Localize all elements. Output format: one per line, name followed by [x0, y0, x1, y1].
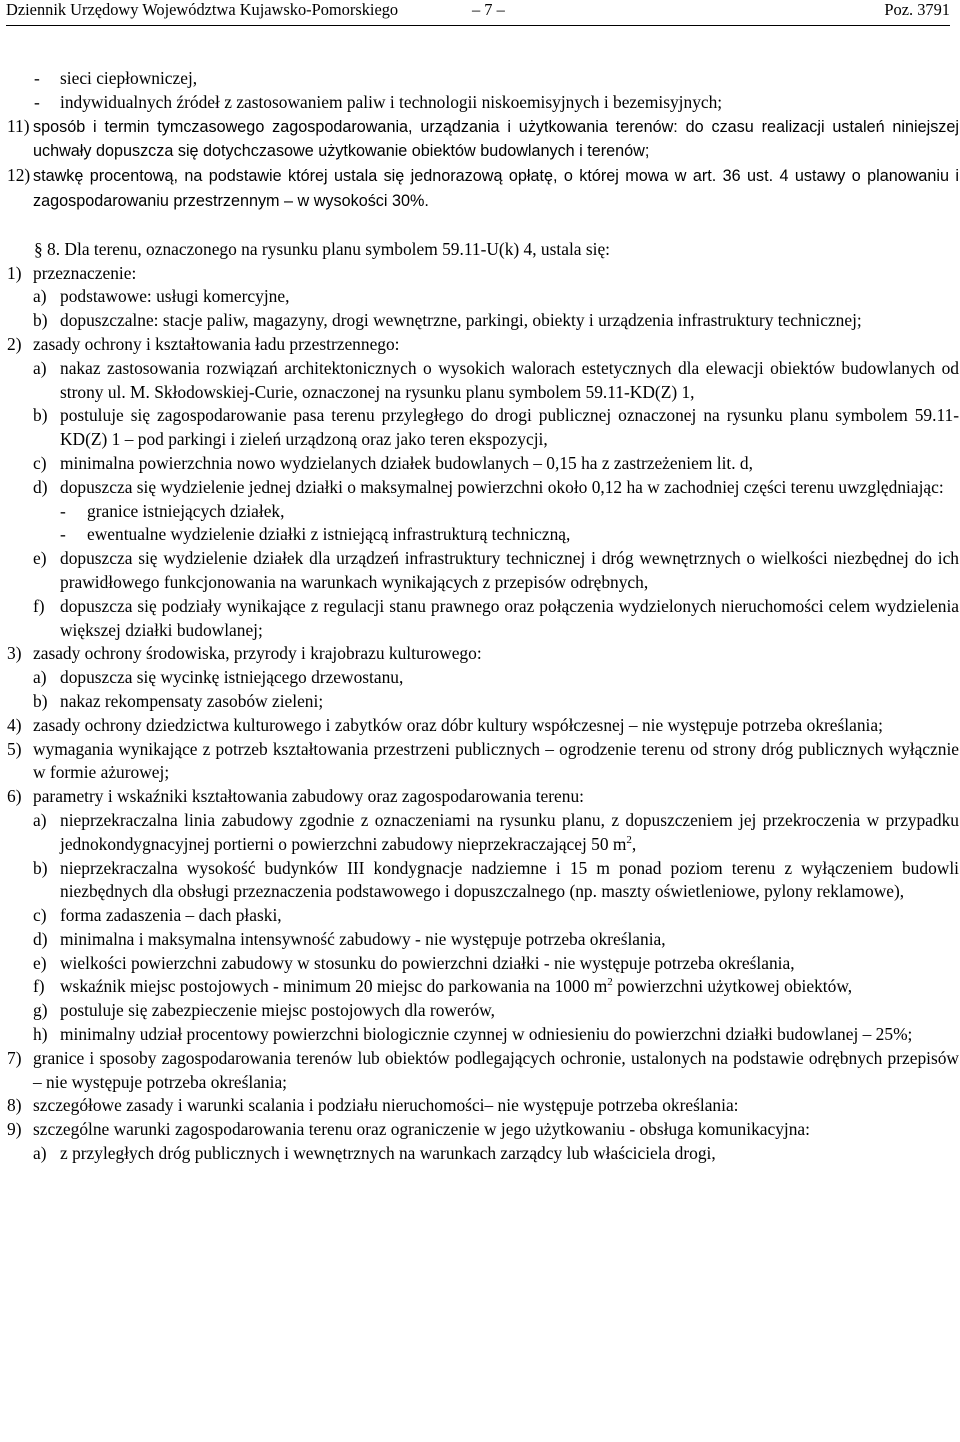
point-6d: d) minimalna i maksymalna intensywność zabudowy - nie występuje potrzeba określania, — [33, 928, 666, 949]
point-6g: g) postuluje się zabezpieczenie miejsc postojowych dla rowerów, — [33, 1000, 495, 1021]
journal-title: Dziennik Urzędowy Województwa Kujawsko-Pomorskiego — [6, 0, 399, 19]
point-2b: b) postuluje się zagospodarowanie pasa terenu przyległego do drogi publicznej oznaczonej na rysunku planu symbolem 59.11-KD(Z) 1 – pod parkingi i zieleń urządzoną oraz jako teren ekspozycji, — [33, 405, 959, 450]
point-6b: b) nieprzekraczalna wysokość budynków III kondygnacje nadziemne i 15 m ponad poziom terenu z wyłączeniem budowli niezbędnych dla obsługi przeznaczenia podstawowego i dopuszczalnego (np. maszty oświetleniowe, pylony reklamowe), — [33, 857, 959, 902]
document-body — [7, 67, 959, 1166]
point-6: 6) parametry i wskaźniki kształtowania zabudowy oraz zagospodarowania terenu: — [7, 786, 584, 807]
page-number: – 7 – — [472, 0, 505, 19]
point-2d: d) dopuszcza się wydzielenie jednej działki o maksymalnej powierzchni około 0,12 ha w zachodniej części terenu uwzględniając: — [33, 476, 944, 497]
point-8: 8) szczegółowe zasady i warunki scalania i podziału nieruchomości– nie występuje potrzeba określania: — [7, 1095, 739, 1116]
point-6f: f) wskaźnik miejsc postojowych - minimum 20 miejsc do parkowania na 1000 $m^2$ powierzchni użytkowej obiektów, — [33, 976, 853, 997]
point-7: 7) granice i sposoby zagospodarowania terenów lub obiektów podlegających ochronie, ustalonych na podstawie odrębnych przepisów – nie występuje potrzeba określania; — [7, 1047, 959, 1092]
point-6h: h) minimalny udział procentowy powierzchni biologicznie czynnej w odniesieniu do powierzchni działki budowlanej – 25%; — [33, 1024, 913, 1045]
point-2f: f) dopuszcza się podziały wynikające z regulacji stanu prawnego oraz połączenia wydzielonych nieruchomości celem wydzielenia większej działki budowlanej; — [33, 595, 959, 640]
point-9a: a) z przyległych dróg publicznych i wewnętrznych na warunkach zarządcy lub właściciela drogi, — [33, 1143, 716, 1164]
position-number: Poz. 3791 — [884, 0, 950, 19]
point-2: 2) zasady ochrony i kształtowania ładu przestrzennego: — [7, 333, 400, 354]
point-1b: b) dopuszczalne: stacje paliw, magazyny, drogi wewnętrzne, parkingi, obiekty i urządzenia infrastruktury technicznej; — [33, 310, 862, 331]
point-5: 5) wymagania wynikające z potrzeb kształtowania przestrzeni publicznych – ogrodzenie terenu od strony dróg publicznych wyłącznie w formie ażurowej; — [7, 738, 959, 783]
list-item: - indywidualnych źródeł z zastosowaniem paliw i technologii niskoemisyjnych i bezemisyjnych; — [34, 91, 723, 112]
point-6c: c) forma zadaszenia – dach płaski, — [33, 905, 282, 926]
point-3a: a) dopuszcza się wycinkę istniejącego drzewostanu, — [33, 667, 404, 688]
point-1a: a) podstawowe: usługi komercyjne, — [33, 286, 290, 307]
point-2e: e) dopuszcza się wydzielenie działek dla urządzeń infrastruktury technicznej i dróg wewnętrznych o wielkości niezbędnej do ich prawidłowego funkcjonowania na warunkach wynikających z przepisów odrębnych, — [33, 548, 959, 592]
point-9: 9) szczególne warunki zagospodarowania terenu oraz ograniczenie w jego użytkowaniu - obsługa komunikacyjna: — [7, 1119, 810, 1140]
page-header — [6, 0, 950, 26]
point-2d-dash-2: - ewentualne wydzielenie działki z istniejącą infrastrukturą techniczną, — [60, 524, 571, 545]
point-3: 3) zasady ochrony środowiska, przyrody i krajobrazu kulturowego: — [7, 643, 482, 664]
point-6e: e) wielkości powierzchni zabudowy w stosunku do powierzchni działki - nie występuje potrzeba określania, — [33, 952, 795, 973]
point-1: 1) przeznaczenie: — [7, 262, 137, 283]
point-3b: b) nakaz rekompensaty zasobów zieleni; — [33, 690, 324, 711]
paragraph-11: 11) sposób i termin tymczasowego zagospodarowania, urządzania i użytkowania terenów: do czasu realizacji ustaleń niniejszej uchwały dopuszcza się dotychczasowe użytkowanie obiektów budowlanych i terenów; — [7, 115, 959, 161]
paragraph-12: 12) stawkę procentową, na podstawie której ustala się jednorazową opłatę, o której mowa w art. 36 ust. 4 ustawy o planowaniu i zagospodarowaniu przestrzennym – w wysokości 30%. — [7, 165, 959, 210]
point-6a: a) nieprzekraczalna linia zabudowy zgodnie z oznaczeniami na rysunku planu, z dopuszczeniem jej przekroczenia w przypadku jednokondygnacyjnej portierni o powierzchni zabudowy nieprzekraczającej 50 $m^2$, — [33, 809, 959, 854]
point-2d-dash-1: - granice istniejących działek, — [60, 500, 285, 521]
point-2c: c) minimalna powierzchnia nowo wydzielanych działek budowlanych – 0,15 ha z zastrzeżeniem lit. d, — [33, 452, 753, 473]
section-heading: § 8. Dla terenu, oznaczonego na rysunku planu symbolem 59.11-U(k) 4, ustala się: — [34, 238, 610, 259]
point-4: 4) zasady ochrony dziedzictwa kulturowego i zabytków oraz dóbr kultury współczesnej – nie występuje potrzeba określania; — [7, 714, 883, 735]
point-2a: a) nakaz zastosowania rozwiązań architektonicznych o wysokich walorach estetycznych dla elewacji obiektów budowlanych od strony ul. M. Skłodowskiej-Curie, oznaczonej na rysunku planu symbolem 59.11-KD(Z) 1, — [33, 357, 959, 402]
list-item: - sieci ciepłowniczej, — [34, 68, 198, 88]
